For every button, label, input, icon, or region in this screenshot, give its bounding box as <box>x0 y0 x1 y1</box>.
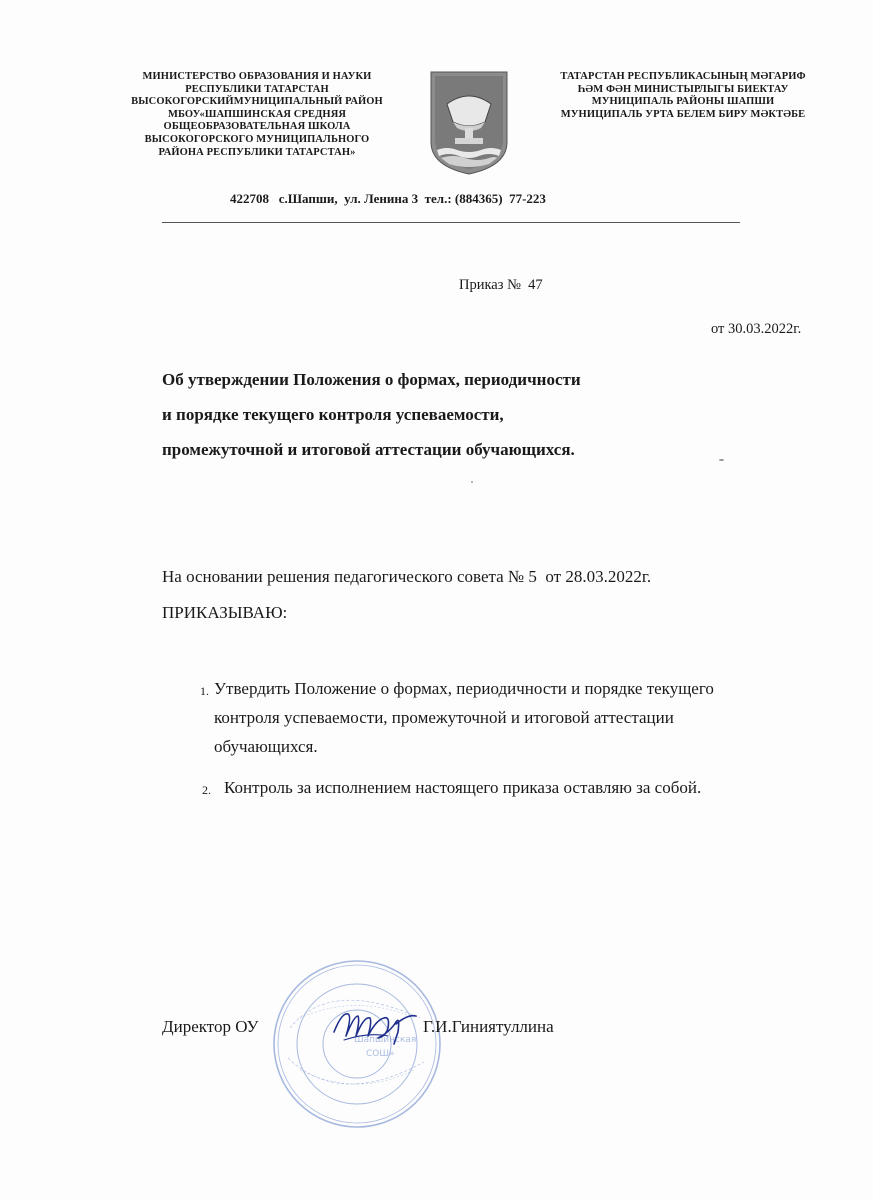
header-left-line: ВЫСОКОГОРСКОГО МУНИЦИПАЛЬНОГО <box>144 133 370 145</box>
coat-of-arms-emblem <box>427 70 511 176</box>
header-right-line: МУНИЦИПАЛЬ РАЙОНЫ ШАПШИ <box>591 96 775 108</box>
scan-speck <box>471 481 473 483</box>
order-command: ПРИКАЗЫВАЮ: <box>162 603 288 622</box>
seal-text: Шапшинская <box>354 1035 417 1045</box>
order-number: Приказ № 47 <box>459 277 543 293</box>
director-name: Г.И.Гиниятуллина <box>423 1017 554 1036</box>
order-title-line: Об утверждении Положения о формах, периодичности <box>162 370 581 389</box>
basis-statement: На основании решения педагогического совета № 5 от 28.03.2022г. <box>162 567 652 586</box>
seal-text: СОШ» <box>366 1049 395 1059</box>
school-address: 422708 с.Шапши, ул. Ленина 3 тел.: (884365) 77-223 <box>230 191 546 206</box>
order-item-line: Контроль за исполнением настоящего приказа оставляю за собой. <box>224 778 702 797</box>
header-right-line: ТАТАРСТАН РЕСПУБЛИКАСЫНЫҢ МӘГАРИФ <box>560 71 806 82</box>
scan-speck <box>719 459 724 461</box>
order-title <box>162 362 722 467</box>
list-number: 1. <box>200 684 209 698</box>
header-left-line: МИНИСТЕРСТВО ОБРАЗОВАНИЯ И НАУКИ <box>142 71 372 82</box>
order-title-line: промежуточной и итоговой аттестации обучающихся. <box>162 440 575 459</box>
order-item-line: контроля успеваемости, промежуточной и итоговой аттестации <box>214 708 674 727</box>
header-left-line: МБОУ«ШАПШИНСКАЯ СРЕДНЯЯ <box>167 108 347 120</box>
header-left-line: РАЙОНА РЕСПУБЛИКИ ТАТАРСТАН» <box>158 146 356 158</box>
director-signature <box>328 1002 438 1052</box>
header-left-line: ВЫСОКОГОРСКИЙМУНИЦИПАЛЬНЫЙ РАЙОН <box>131 96 383 108</box>
director-role: Директор ОУ <box>162 1017 259 1036</box>
order-date: от 30.03.2022г. <box>711 321 802 337</box>
order-item-line: обучающихся. <box>214 737 318 756</box>
header-right-block <box>540 71 826 121</box>
list-number: 2. <box>202 783 211 797</box>
header-left-line: ОБЩЕОБРАЗОВАТЕЛЬНАЯ ШКОЛА <box>163 121 351 133</box>
order-item-1 <box>200 674 834 761</box>
header-left-line: РЕСПУБЛИКИ ТАТАРСТАН <box>185 83 329 95</box>
header-right-line: МУНИЦИПАЛЬ УРТА БЕЛЕМ БИРУ МӘКТӘБЕ <box>560 108 806 120</box>
order-item-2 <box>202 773 844 802</box>
header-divider <box>162 222 740 223</box>
header-right-line: ҺӘМ ФӘН МИНИСТЫРЛЫГЫ БИЕКТАУ <box>577 83 789 95</box>
order-title-line: и порядке текущего контроля успеваемости, <box>162 405 504 424</box>
order-item-line: Утвердить Положение о формах, периодичности и порядке текущего <box>214 679 714 698</box>
header-left-block <box>112 71 402 159</box>
